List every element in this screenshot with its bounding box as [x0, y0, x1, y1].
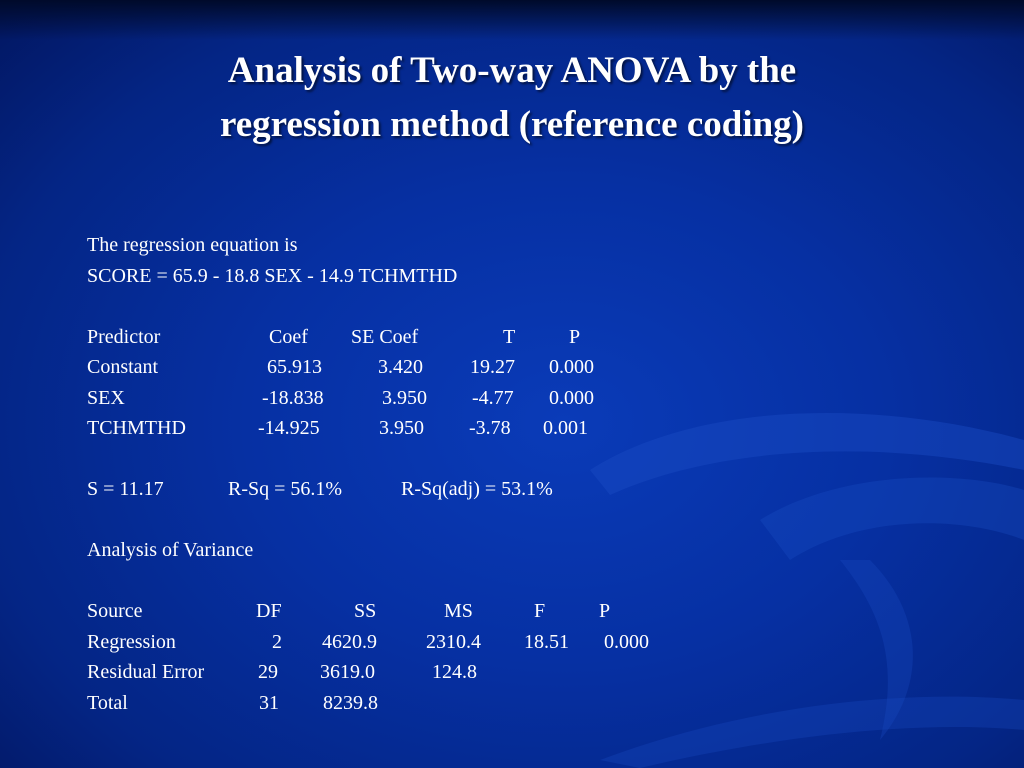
anova-table-header: [87, 596, 611, 627]
model-fit-stats: [87, 474, 553, 505]
header-ms: MS: [444, 600, 473, 622]
fit-s: S = 11.17: [87, 478, 164, 500]
header-f: F: [534, 600, 546, 622]
header-source: Source: [87, 600, 143, 622]
coef-table-header: [87, 322, 581, 353]
header-coef: Coef: [269, 325, 308, 348]
anova-table-row: Residual Error 29 3619.0 124.8: [87, 661, 477, 683]
title-line-1: Analysis of Two-way ANOVA by the: [227, 50, 797, 91]
anova-table-row: Regression 2 4620.9 2310.4 18.51 0.000: [87, 630, 649, 653]
slide-body: [87, 230, 649, 718]
header-df: DF: [256, 600, 282, 622]
header-ss: SS: [354, 600, 377, 622]
regression-intro: The regression equation is: [87, 234, 298, 256]
coef-table-row: SEX -18.838 3.950 -4.77 0.000: [87, 386, 594, 409]
header-p: P: [569, 325, 581, 348]
header-se-coef: SE Coef: [351, 325, 419, 348]
header-predictor: Predictor: [87, 325, 161, 348]
fit-rsq: R-Sq = 56.1%: [228, 478, 343, 500]
header-t: T: [503, 325, 516, 348]
anova-heading: Analysis of Variance: [87, 539, 254, 561]
title-line-2: regression method (reference coding): [220, 104, 804, 145]
header-p: P: [599, 600, 611, 622]
regression-equation: SCORE = 65.9 - 18.8 SEX - 14.9 TCHMTHD: [87, 264, 458, 287]
slide-title: [0, 44, 1024, 152]
coef-table-row: Constant 65.913 3.420 19.27 0.000: [87, 356, 594, 378]
fit-rsq-adj: R-Sq(adj) = 53.1%: [401, 478, 553, 500]
anova-table-row: Total 31 8239.8: [87, 691, 378, 714]
coef-table-row: TCHMTHD -14.925 3.950 -3.78 0.001: [87, 417, 588, 439]
